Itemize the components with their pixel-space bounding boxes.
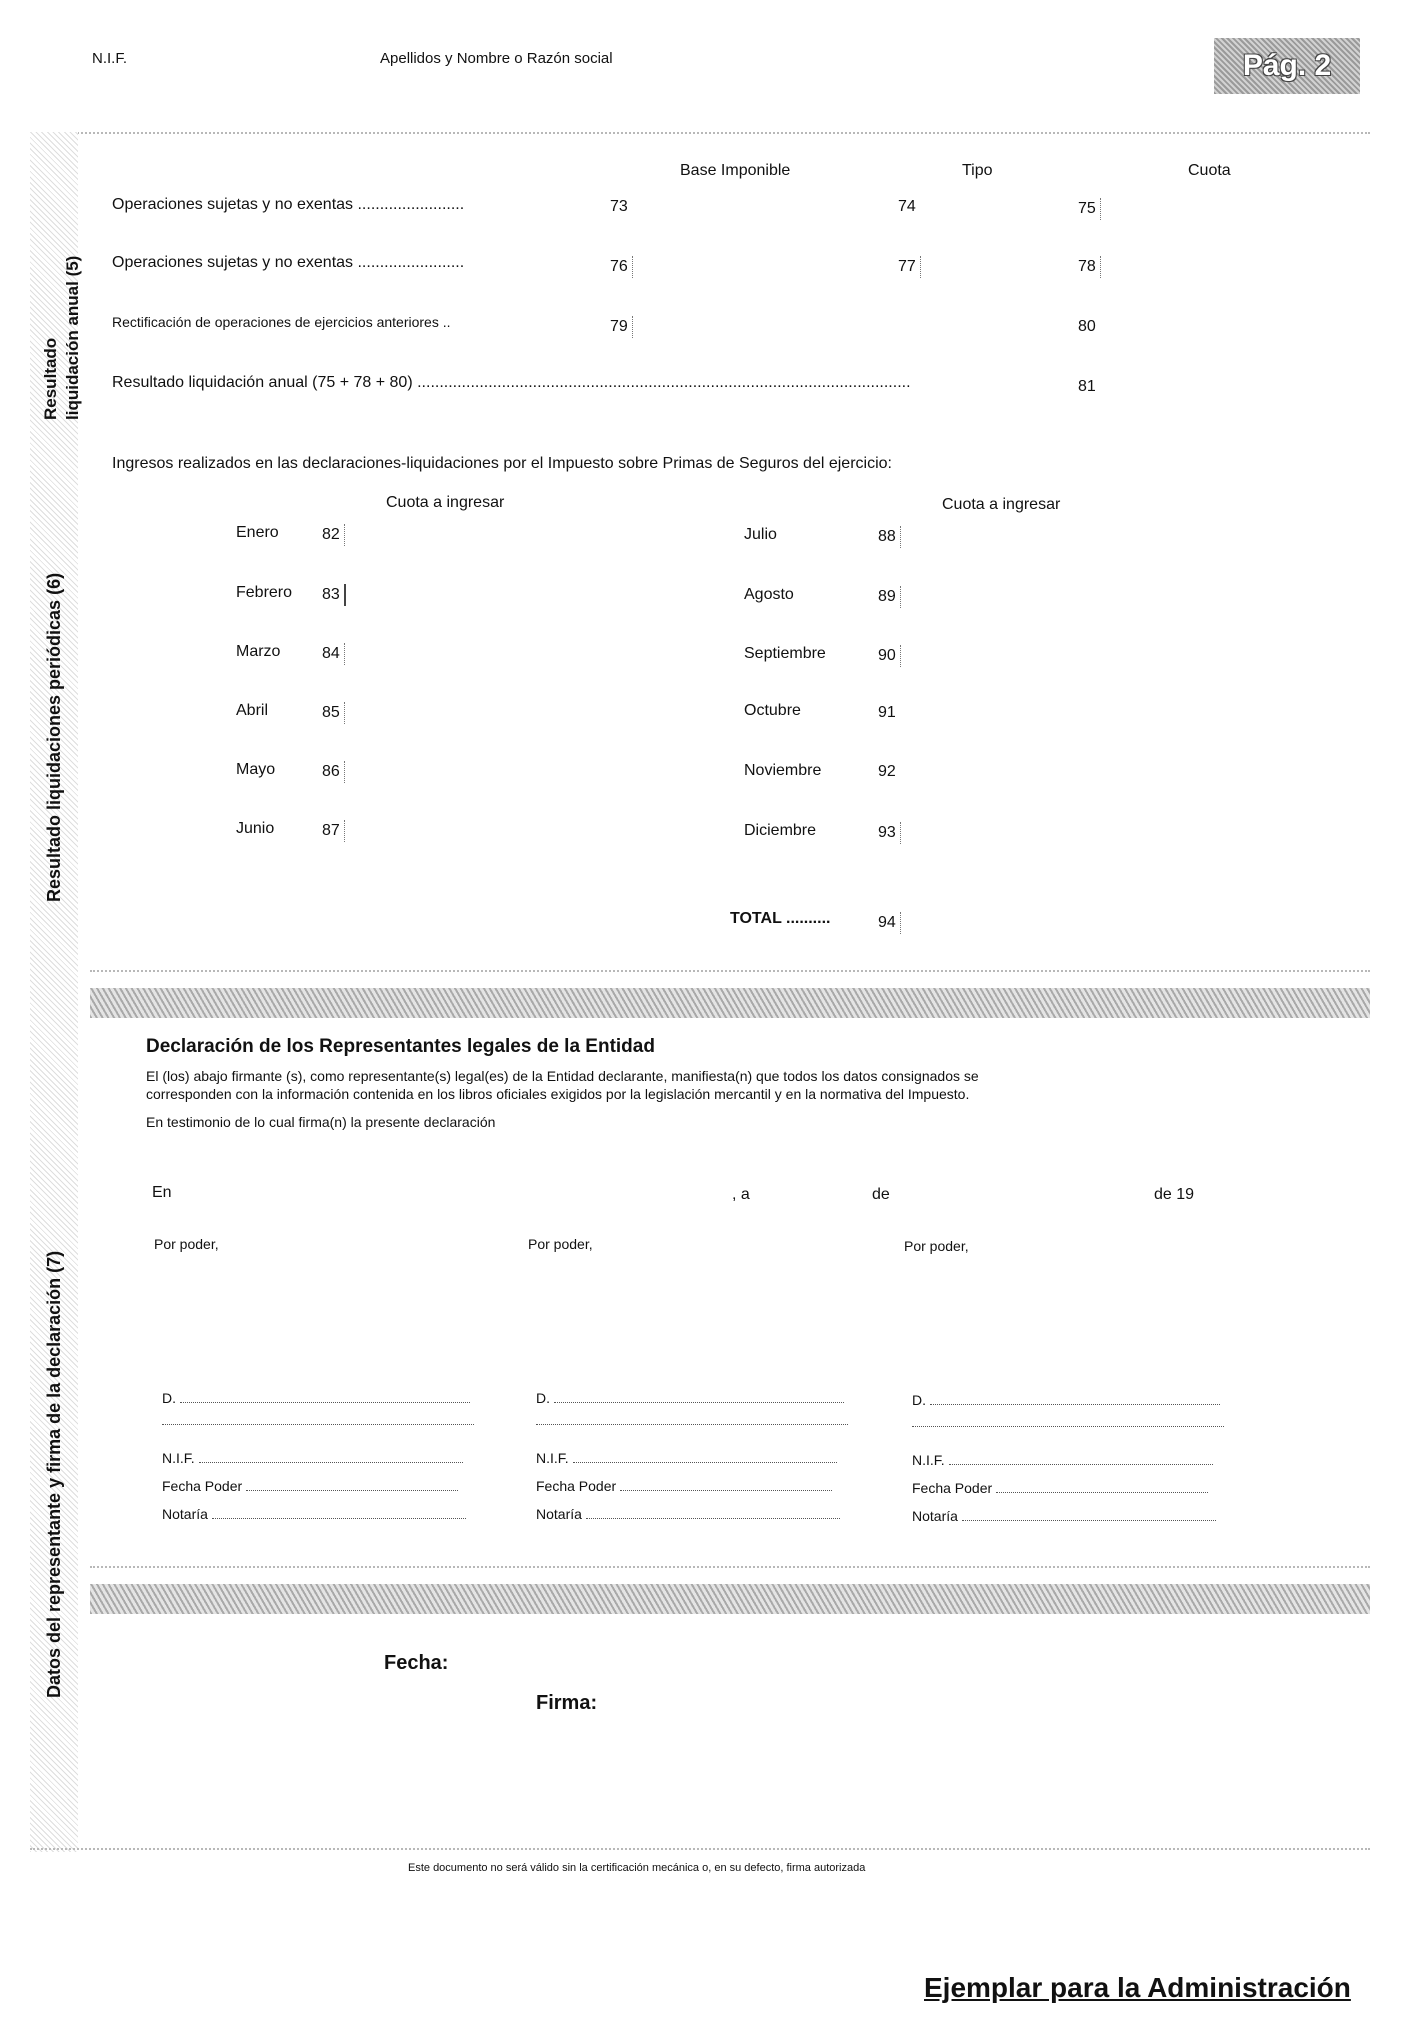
- month-label: Diciembre: [744, 822, 817, 839]
- box-93[interactable]: [878, 822, 901, 844]
- month-label: Septiembre: [744, 645, 826, 662]
- box-82[interactable]: [322, 524, 345, 546]
- box-85[interactable]: [322, 702, 345, 724]
- box-94[interactable]: [878, 912, 901, 934]
- box-82-num: 82: [322, 526, 340, 544]
- total-label: Resultado liquidación anual (75 + 78 + 80) ...............................................................................................................: [112, 374, 911, 391]
- box-88[interactable]: [878, 526, 901, 548]
- col-base-imponible: Base Imponible: [680, 162, 791, 179]
- rep1-nif-label: N.I.F.: [162, 1450, 195, 1466]
- box-75[interactable]: [1078, 198, 1101, 220]
- rep1-notaria[interactable]: [162, 1506, 466, 1522]
- date-a-label: , a: [732, 1186, 750, 1203]
- box-90[interactable]: [878, 645, 901, 667]
- box-74[interactable]: 74: [898, 198, 916, 215]
- month-label: Enero: [236, 524, 279, 541]
- month-label: Agosto: [744, 586, 794, 603]
- patterned-divider-band: [90, 988, 1370, 1018]
- rep1-fecha-poder-label: Fecha Poder: [162, 1478, 243, 1494]
- rep1-fecha-poder[interactable]: [162, 1478, 458, 1494]
- divider: [90, 970, 1370, 972]
- page-badge-text: Pág. 2: [1242, 49, 1332, 82]
- month-label: Mayo: [236, 761, 276, 778]
- box-90-num: 90: [878, 647, 896, 665]
- rep3-notaria-label: Notaría: [912, 1508, 958, 1524]
- validity-note: Este documento no será válido sin la certificación mecánica o, en su defecto, firma autorizada: [408, 1862, 866, 1874]
- col-cuota: Cuota: [1188, 162, 1231, 179]
- month-label: Febrero: [236, 584, 293, 601]
- rep1-notaria-label: Notaría: [162, 1506, 208, 1522]
- declaration-testimony: En testimonio de lo cual firma(n) la presente declaración: [146, 1114, 496, 1130]
- rep2-nif[interactable]: [536, 1450, 837, 1466]
- rep1-d-line2[interactable]: [162, 1424, 474, 1425]
- divider: [30, 132, 1370, 134]
- side-label-section7: Datos del representante y firma de la declaración (7): [44, 1250, 64, 1698]
- rep2-fecha-poder-label: Fecha Poder: [536, 1478, 617, 1494]
- place-label: En: [152, 1184, 172, 1201]
- rep2-d-label: D.: [536, 1390, 550, 1406]
- rep1-nif[interactable]: [162, 1450, 463, 1466]
- por-poder-3: Por poder,: [904, 1238, 969, 1254]
- box-79-num: 79: [610, 318, 628, 336]
- declaration-title: Declaración de los Representantes legales de la Entidad: [146, 1036, 655, 1057]
- total-label-94: TOTAL ..........: [730, 910, 831, 927]
- box-93-num: 93: [878, 824, 896, 842]
- month-label: Junio: [236, 820, 275, 837]
- box-86[interactable]: [322, 761, 345, 783]
- declaration-body-line1: El (los) abajo firmante (s), como representante(s) legal(es) de la Entidad declarante, manifiesta(n) que todos los datos consignados se: [146, 1068, 979, 1084]
- rep3-fecha-poder-label: Fecha Poder: [912, 1480, 993, 1496]
- patterned-divider-band: [90, 1584, 1370, 1614]
- box-73[interactable]: 73: [610, 198, 628, 215]
- box-88-num: 88: [878, 528, 896, 546]
- rep3-nif-label: N.I.F.: [912, 1452, 945, 1468]
- rep2-d[interactable]: [536, 1390, 844, 1406]
- box-83-num: 83: [322, 586, 340, 604]
- box-75-num: 75: [1078, 200, 1096, 218]
- row-label: Operaciones sujetas y no exentas ........................: [112, 254, 465, 271]
- side-label-s5-text: Resultado liquidación anual (5): [41, 255, 82, 420]
- box-77[interactable]: [898, 256, 921, 278]
- box-87[interactable]: [322, 820, 345, 842]
- box-89-num: 89: [878, 588, 896, 606]
- rep1-d-label: D.: [162, 1390, 176, 1406]
- declaration-body-line2: corresponden con la información contenida en los libros oficiales exigidos por la legislación mercantil y en la normativa del Impuesto.: [146, 1086, 970, 1102]
- box-92[interactable]: 92: [878, 763, 896, 780]
- rep2-fecha-poder[interactable]: [536, 1478, 832, 1494]
- name-header-label: Apellidos y Nombre o Razón social: [380, 50, 613, 67]
- box-83[interactable]: [322, 584, 346, 606]
- rep2-nif-label: N.I.F.: [536, 1450, 569, 1466]
- rep2-notaria[interactable]: [536, 1506, 840, 1522]
- rep3-nif[interactable]: [912, 1452, 1213, 1468]
- box-76[interactable]: [610, 256, 633, 278]
- box-78-num: 78: [1078, 258, 1096, 276]
- fecha-label: Fecha:: [384, 1652, 449, 1674]
- box-94-num: 94: [878, 914, 896, 932]
- box-80[interactable]: 80: [1078, 318, 1096, 335]
- box-81[interactable]: 81: [1078, 378, 1096, 395]
- rep2-notaria-label: Notaría: [536, 1506, 582, 1522]
- box-86-num: 86: [322, 763, 340, 781]
- col-cuota-ingresar-left: Cuota a ingresar: [386, 494, 505, 511]
- col-cuota-ingresar-right: Cuota a ingresar: [942, 496, 1061, 513]
- box-76-num: 76: [610, 258, 628, 276]
- nif-header-label: N.I.F.: [92, 50, 128, 67]
- box-91[interactable]: 91: [878, 704, 896, 721]
- month-label: Abril: [236, 702, 269, 719]
- side-label-section6: Resultado liquidaciones periódicas (6): [44, 572, 64, 902]
- month-label: Noviembre: [744, 762, 822, 779]
- divider: [30, 1848, 1370, 1850]
- box-87-num: 87: [322, 822, 340, 840]
- row-label: Rectificación de operaciones de ejercicios anteriores ..: [112, 314, 451, 330]
- section6-intro: Ingresos realizados en las declaraciones-liquidaciones por el Impuesto sobre Primas de Seguros del ejercicio:: [112, 455, 892, 472]
- box-89[interactable]: [878, 586, 901, 608]
- month-label: Octubre: [744, 702, 801, 719]
- rep3-fecha-poder[interactable]: [912, 1480, 1208, 1496]
- box-84[interactable]: [322, 643, 345, 665]
- page-badge: [1214, 38, 1360, 94]
- rep3-notaria[interactable]: [912, 1508, 1216, 1524]
- month-label: Julio: [744, 526, 777, 543]
- col-tipo: Tipo: [962, 162, 993, 179]
- por-poder-1: Por poder,: [154, 1236, 219, 1252]
- box-84-num: 84: [322, 645, 340, 663]
- month-label: Marzo: [236, 643, 281, 660]
- rep3-d-line2[interactable]: [912, 1426, 1224, 1427]
- rep2-d-line2[interactable]: [536, 1424, 848, 1425]
- copy-destination: Ejemplar para la Administración: [924, 1972, 1351, 2003]
- date-year-label: de 19: [1154, 1186, 1195, 1203]
- box-77-num: 77: [898, 258, 916, 276]
- rep3-d[interactable]: [912, 1392, 1220, 1408]
- rep1-d[interactable]: [162, 1390, 470, 1406]
- row-label: Operaciones sujetas y no exentas ........................: [112, 196, 465, 213]
- firma-label: Firma:: [536, 1692, 598, 1714]
- box-85-num: 85: [322, 704, 340, 722]
- por-poder-2: Por poder,: [528, 1236, 593, 1252]
- side-label-section5: [40, 120, 84, 420]
- box-79[interactable]: [610, 316, 633, 338]
- box-78[interactable]: [1078, 256, 1101, 278]
- date-de-label: de: [872, 1186, 890, 1203]
- divider: [90, 1566, 1370, 1568]
- rep3-d-label: D.: [912, 1392, 926, 1408]
